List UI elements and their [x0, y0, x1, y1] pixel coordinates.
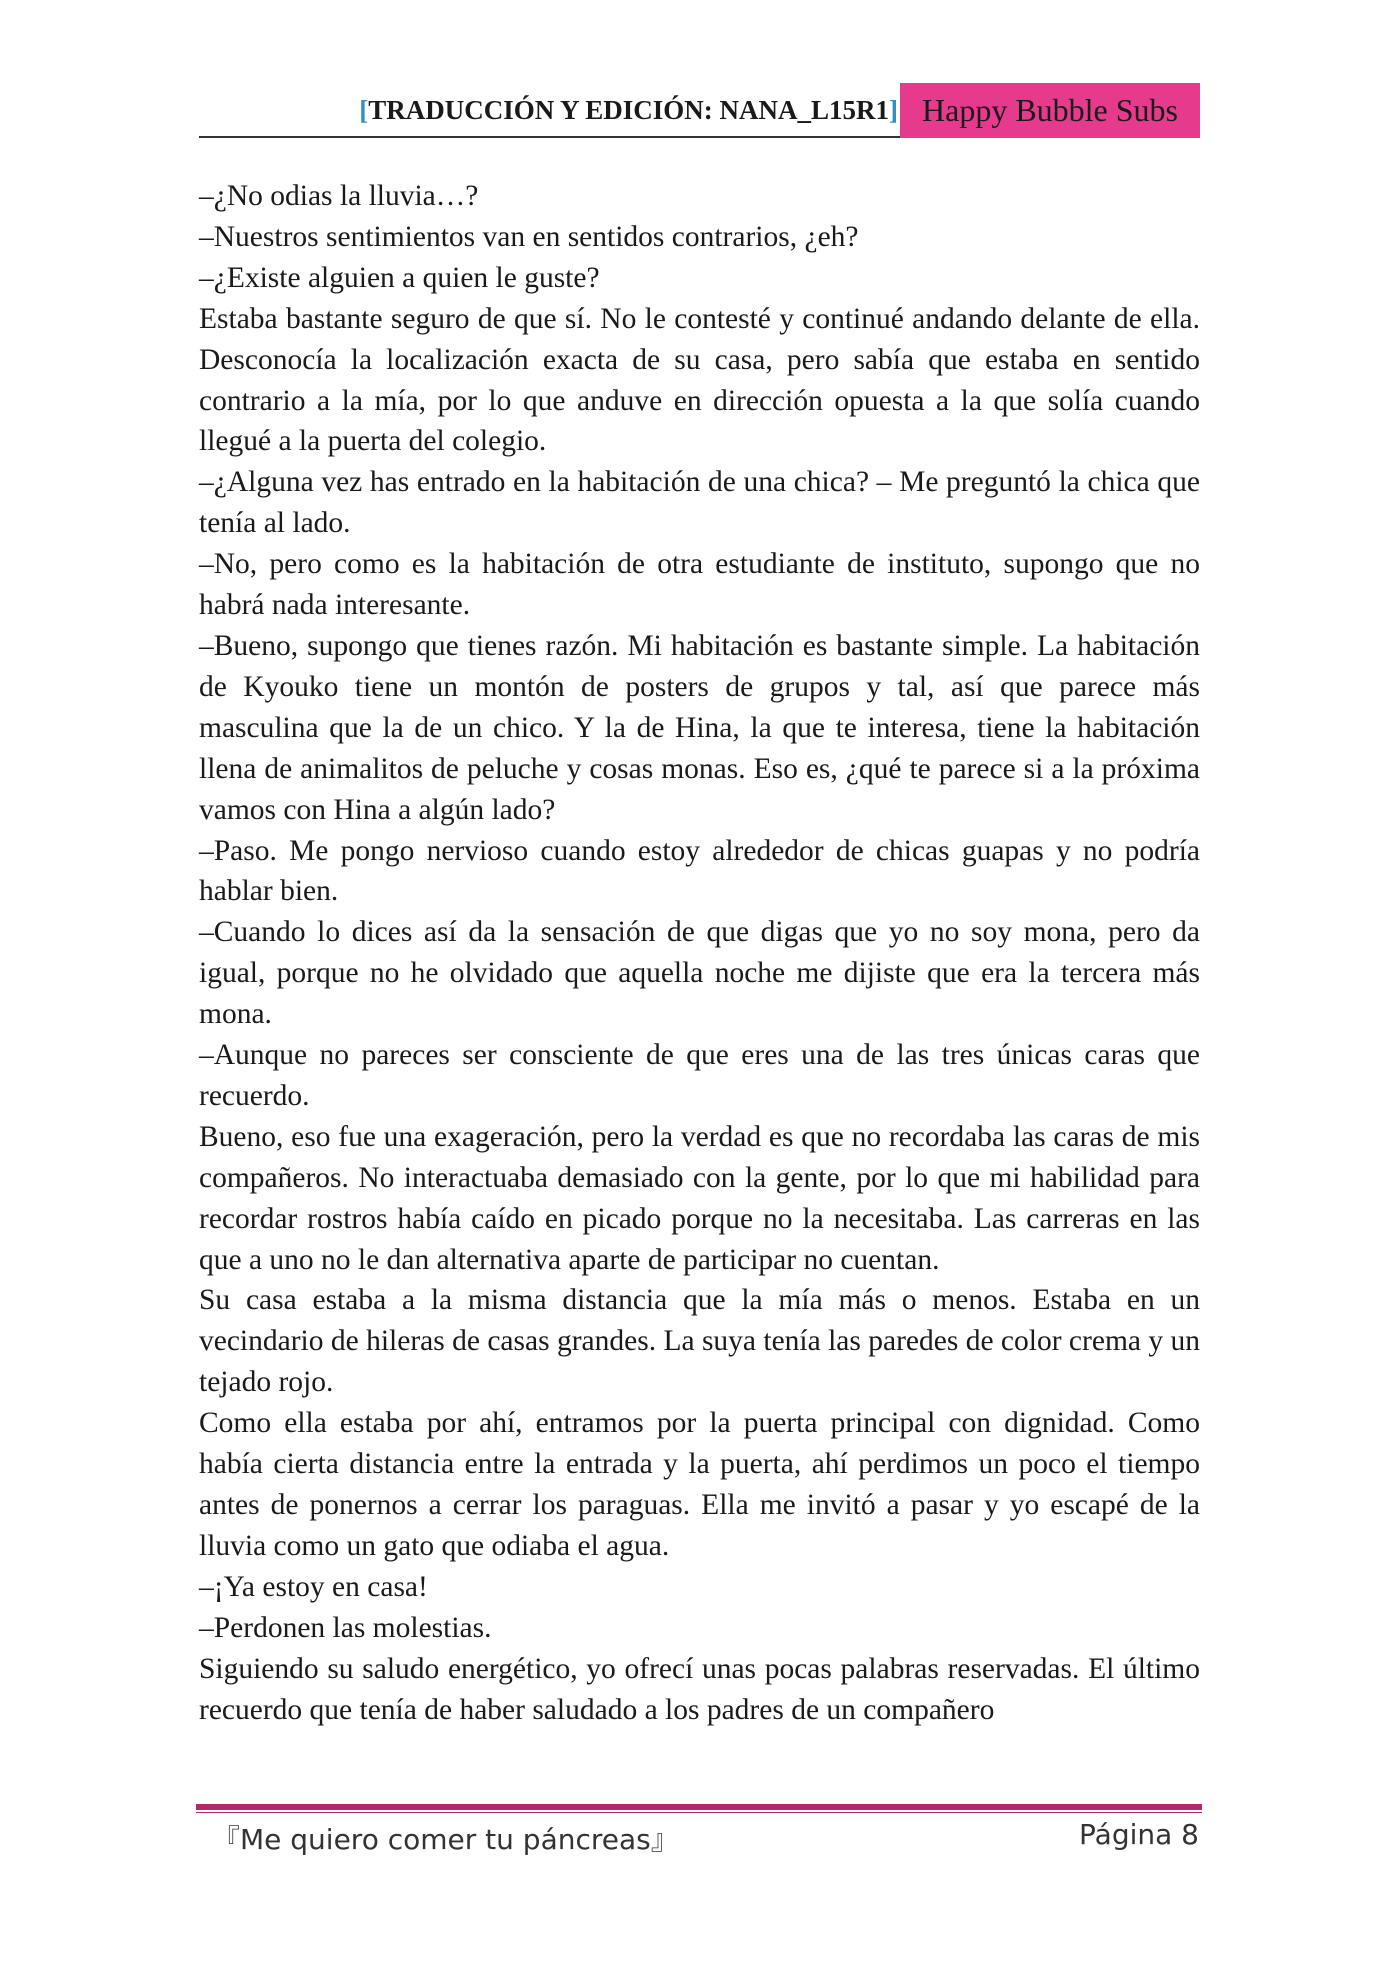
translation-credit	[359, 95, 898, 126]
paragraph: –Aunque no pareces ser consciente de que eres una de las tres únicas caras que recuerdo.	[199, 1039, 1200, 1112]
credit-text: TRADUCCIÓN Y EDICIÓN: NANA_L15R1	[368, 95, 889, 125]
footer-divider	[196, 1804, 1202, 1810]
paragraph: –Bueno, supongo que tienes razón. Mi habitación es bastante simple. La habitación de Kyouko tiene un montón de posters de grupos y tal, así que parece más masculina que la de un chico. Y la de Hina, la que te interesa, tiene la habitación llena de animalitos de peluche y cosas monas. Eso es, ¿qué te parece si a la próxima vamos con Hina a algún lado?	[199, 629, 1200, 826]
paragraph: –Paso. Me pongo nervioso cuando estoy alrededor de chicas guapas y no podría hablar bien.	[199, 834, 1200, 908]
book-title: 『Me quiero comer tu páncreas』	[212, 1823, 679, 1856]
credit-bracket-close: ]	[889, 95, 898, 125]
footer-divider-thin	[196, 1812, 1202, 1813]
paragraph: –¡Ya estoy en casa!	[199, 1570, 428, 1603]
paragraph: Bueno, eso fue una exageración, pero la verdad es que no recordaba las caras de mis compañeros. No interactuaba demasiado con la gente, por lo que mi habilidad para recordar rostros había caído en picado porque no la necesitaba. Las carreras en las que a uno no le dan alternativa aparte de participar no cuentan.	[199, 1120, 1200, 1276]
paragraph: Su casa estaba a la misma distancia que la mía más o menos. Estaba en un vecindario de hileras de casas grandes. La suya tenía las paredes de color crema y un tejado rojo.	[199, 1284, 1200, 1399]
paragraph: –¿Existe alguien a quien le guste?	[199, 261, 600, 294]
header-divider	[199, 136, 900, 138]
paragraph: –Nuestros sentimientos van en sentidos contrarios, ¿eh?	[199, 220, 859, 253]
paragraph: –No, pero como es la habitación de otra estudiante de instituto, supongo que no habrá nada interesante.	[199, 548, 1200, 622]
credit-bracket-open: [	[359, 95, 369, 125]
paragraph: Siguiendo su saludo energético, yo ofrecí unas pocas palabras reservadas. El último recuerdo que tenía de haber saludado a los padres de un compañero	[199, 1652, 1200, 1726]
page-header	[199, 83, 1200, 138]
paragraph: –¿Alguna vez has entrado en la habitación de una chica? – Me preguntó la chica que tenía al lado.	[199, 466, 1200, 540]
paragraph: –Perdonen las molestias.	[199, 1611, 492, 1644]
paragraph: –Cuando lo dices así da la sensación de que digas que yo no soy mona, pero da igual, porque no he olvidado que aquella noche me dijiste que era la tercera más mona.	[199, 916, 1200, 1031]
paragraph: Estaba bastante seguro de que sí. No le contesté y continué andando delante de ella. Desconocía la localización exacta de su casa, pero sabía que estaba en sentido contrario a la mía, por lo que anduve en dirección opuesta a la que solía cuando llegué a la puerta del colegio.	[199, 302, 1200, 458]
body-text	[199, 176, 1200, 1730]
paragraph: –¿No odias la lluvia…?	[199, 180, 479, 212]
group-badge: Happy Bubble Subs	[900, 83, 1200, 138]
page-number: Página 8	[1079, 1818, 1199, 1851]
paragraph: Como ella estaba por ahí, entramos por la puerta principal con dignidad. Como había cierta distancia entre la entrada y la puerta, ahí perdimos un poco el tiempo antes de ponernos a cerrar los paraguas. Ella me invitó a pasar y yo escapé de la lluvia como un gato que odiaba el agua.	[199, 1407, 1200, 1562]
